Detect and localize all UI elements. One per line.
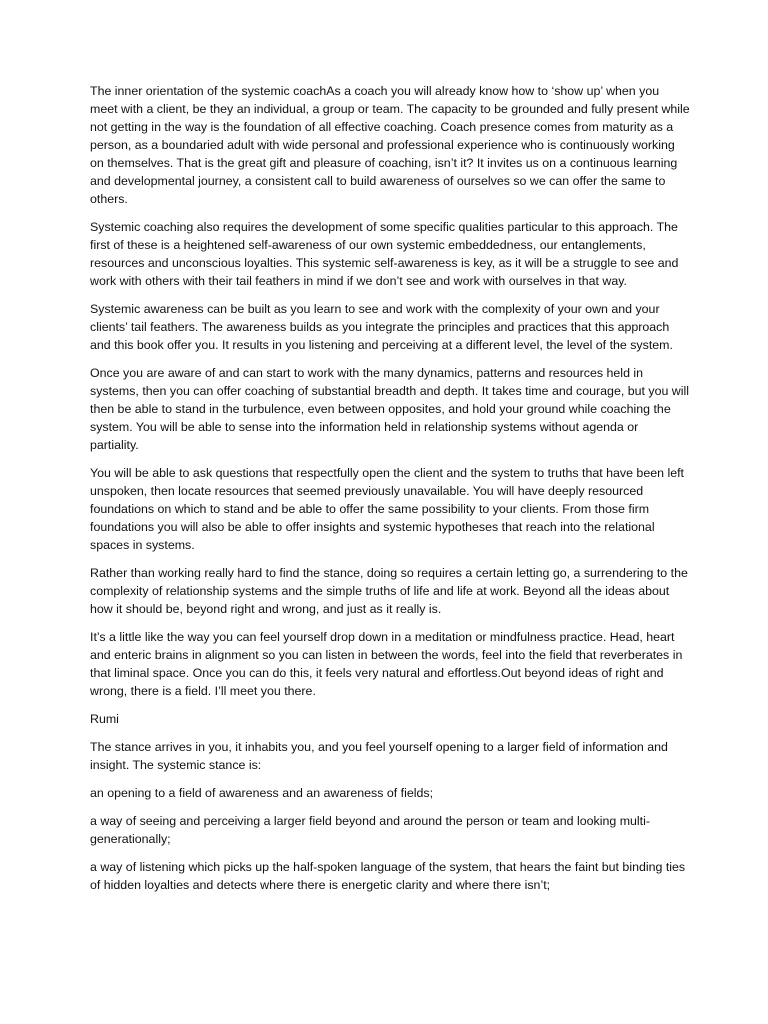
paragraph-meditation: It’s a little like the way you can feel yourself drop down in a meditation or mindfulness practice. Head, heart and enteric brains in alignment so you can listen in between the words, feel into the field that reverberates in that liminal space. Once you can do this, it feels very natural and effortless.Out beyond ideas of right and wrong, there is a field. I’ll meet you there. bbox=[90, 630, 683, 698]
paragraph-inner-orientation: The inner orientation of the systemic coachAs a coach you will already know how to ‘show up’ when you meet with a client, be they an individual, a group or team. The capacity to be grounded and fully present while not getting in the way is the foundation of all effective coaching. Coach presence comes from maturity as a person, as a boundaried adult with wide personal and professional experience who is continuously working on themselves. That is the great gift and pleasure of coaching, isn’t it? It invites us on a continuous learning and developmental journey, a consistent call to build awareness of ourselves so we can offer the same to others. bbox=[90, 84, 690, 206]
paragraph-dynamics-patterns: Once you are aware of and can start to work with the many dynamics, patterns and resources held in systems, then you can offer coaching of substantial breadth and depth. It takes time and courage, but you will then be able to stand in the turbulence, even between opposites, and hold your ground while coaching the system. You will be able to sense into the information held in relationship systems without agenda or partiality. bbox=[90, 366, 690, 452]
paragraph-stance-arrives: The stance arrives in you, it inhabits you, and you feel yourself opening to a larger field of information and insight. The systemic stance is: bbox=[90, 740, 668, 772]
paragraph-stance-item-opening: an opening to a field of awareness and an awareness of fields; bbox=[90, 786, 434, 800]
paragraph-systemic-awareness: Systemic awareness can be built as you learn to see and work with the complexity of your own and your clients’ tail feathers. The awareness builds as you integrate the principles and practices that this approach and this book offer you. It results in you listening and perceiving at a different level, the level of the system. bbox=[90, 302, 673, 352]
paragraph-stance-item-listening: a way of listening which picks up the half-spoken language of the system, that hears the faint but binding ties of hidden loyalties and detects where there is energetic clarity and where there isn’t; bbox=[90, 860, 686, 892]
paragraph-ask-questions: You will be able to ask questions that respectfully open the client and the system to truths that have been left unspoken, then locate resources that seemed previously unavailable. You will have deeply resourced foundations on which to stand and be able to offer the same possibility to your clients. From those firm foundations you will also be able to offer insights and systemic hypotheses that reach into the relational spaces in systems. bbox=[90, 466, 684, 552]
paragraph-stance-item-seeing: a way of seeing and perceiving a larger field beyond and around the person or team and looking multi-generationally; bbox=[90, 814, 650, 846]
paragraph-letting-go: Rather than working really hard to find the stance, doing so requires a certain letting go, a surrendering to the complexity of relationship systems and the simple truths of life and life at work. Beyond all the ideas about how it should be, beyond right and wrong, and just as it really is. bbox=[90, 566, 688, 616]
paragraph-attribution-rumi: Rumi bbox=[90, 712, 119, 726]
document-body bbox=[90, 82, 690, 904]
paragraph-systemic-coaching-qualities: Systemic coaching also requires the development of some specific qualities particular to this approach. The first of these is a heightened self-awareness of our own systemic embeddedness, our entanglements, resources and unconscious loyalties. This systemic self-awareness is key, as it will be a struggle to see and work with others with their tail feathers in mind if we don’t see and work with ourselves in that way. bbox=[90, 220, 679, 288]
